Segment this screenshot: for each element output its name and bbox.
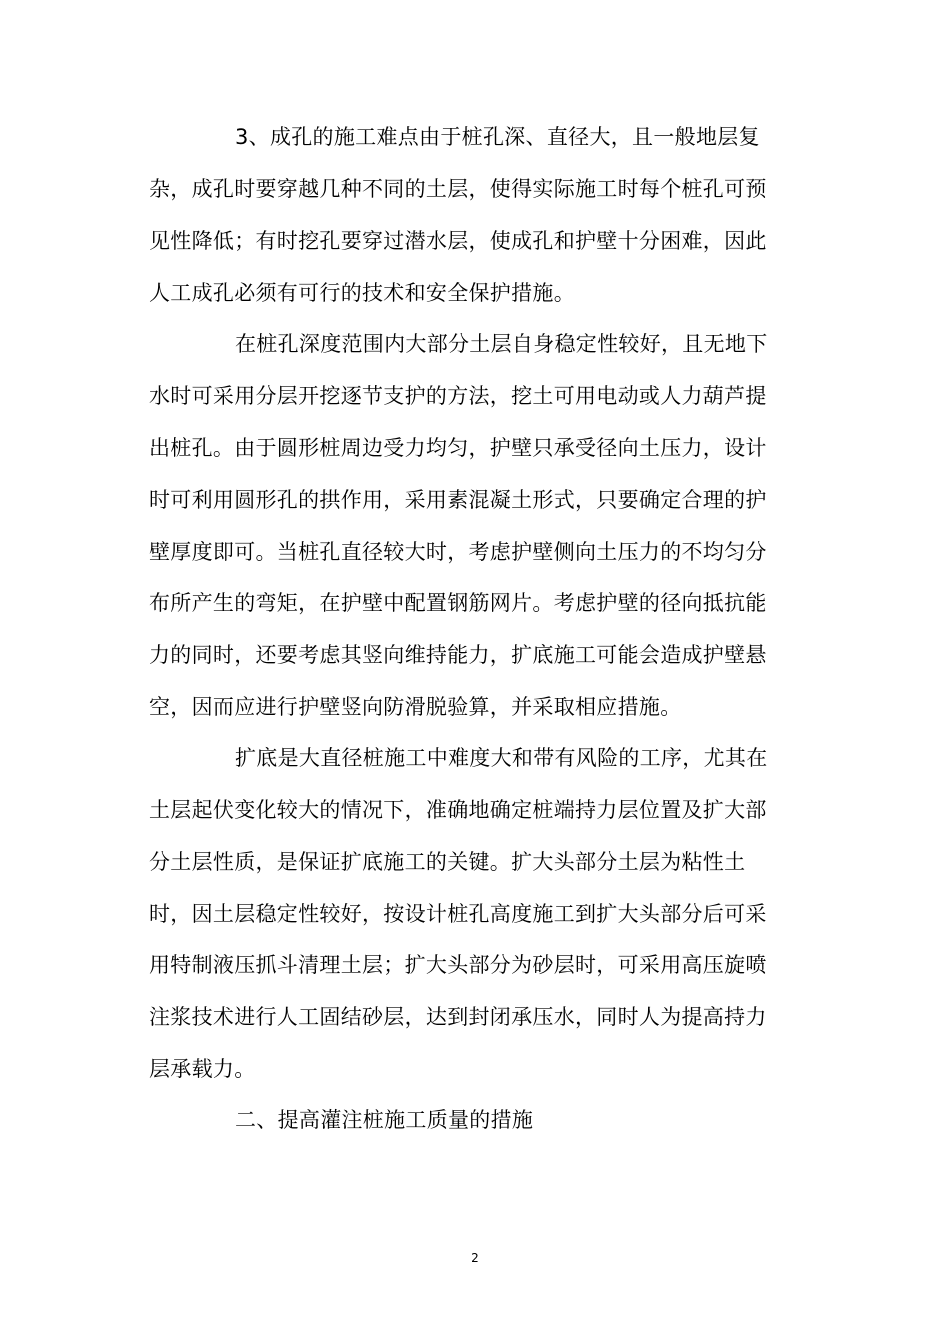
paragraph-3-line-4: 时，因土层稳定性较好，按设计桩孔高度施工到扩大头部分后可采 — [149, 902, 767, 926]
paragraph-2-line-4: 时可利用圆形孔的拱作用，采用素混凝土形式，只要确定合理的护 — [149, 488, 767, 512]
paragraph-1-line-3: 见性降低；有时挖孔要穿过潜水层，使成孔和护壁十分困难，因此 — [149, 229, 767, 253]
paragraph-1-line-2: 杂，成孔时要穿越几种不同的土层，使得实际施工时每个桩孔可预 — [149, 177, 767, 201]
paragraph-2-line-5: 壁厚度即可。当桩孔直径较大时，考虑护壁侧向土压力的不均匀分 — [149, 540, 767, 564]
paragraph-2-line-6: 布所产生的弯矩，在护壁中配置钢筋网片。考虑护壁的径向抵抗能 — [149, 591, 767, 615]
page-number: 2 — [471, 1251, 479, 1265]
paragraph-2-line-1: 在桩孔深度范围内大部分土层自身稳定性较好，且无地下 — [235, 332, 768, 356]
paragraph-1-line-4: 人工成孔必须有可行的技术和安全保护措施。 — [149, 281, 575, 305]
section-heading: 二、提高灌注桩施工质量的措施 — [235, 1108, 534, 1132]
paragraph-3-line-1: 扩底是大直径桩施工中难度大和带有风险的工序，尤其在 — [235, 746, 768, 770]
paragraph-2-line-8: 空，因而应进行护壁竖向防滑脱验算，并采取相应措施。 — [149, 695, 682, 719]
paragraph-3-line-7: 层承载力。 — [149, 1057, 256, 1081]
paragraph-3-line-3: 分土层性质，是保证扩底施工的关键。扩大头部分土层为粘性土 — [149, 850, 746, 874]
paragraph-2-line-2: 水时可采用分层开挖逐节支护的方法，挖土可用电动或人力葫芦提 — [149, 384, 767, 408]
paragraph-3-line-6: 注浆技术进行人工固结砂层，达到封闭承压水，同时人为提高持力 — [149, 1005, 767, 1029]
paragraph-2-line-7: 力的同时，还要考虑其竖向维持能力，扩底施工可能会造成护壁悬 — [149, 643, 767, 667]
paragraph-1-line-1: 3、成孔的施工难点由于桩孔深、直径大，且一般地层复 — [235, 125, 760, 149]
paragraph-2-line-3: 出桩孔。由于圆形桩周边受力均匀，护壁只承受径向土压力，设计 — [149, 436, 767, 460]
paragraph-3-line-5: 用特制液压抓斗清理土层；扩大头部分为砂层时，可采用高压旋喷 — [149, 953, 767, 977]
paragraph-3-line-2: 土层起伏变化较大的情况下，准确地确定桩端持力层位置及扩大部 — [149, 798, 767, 822]
